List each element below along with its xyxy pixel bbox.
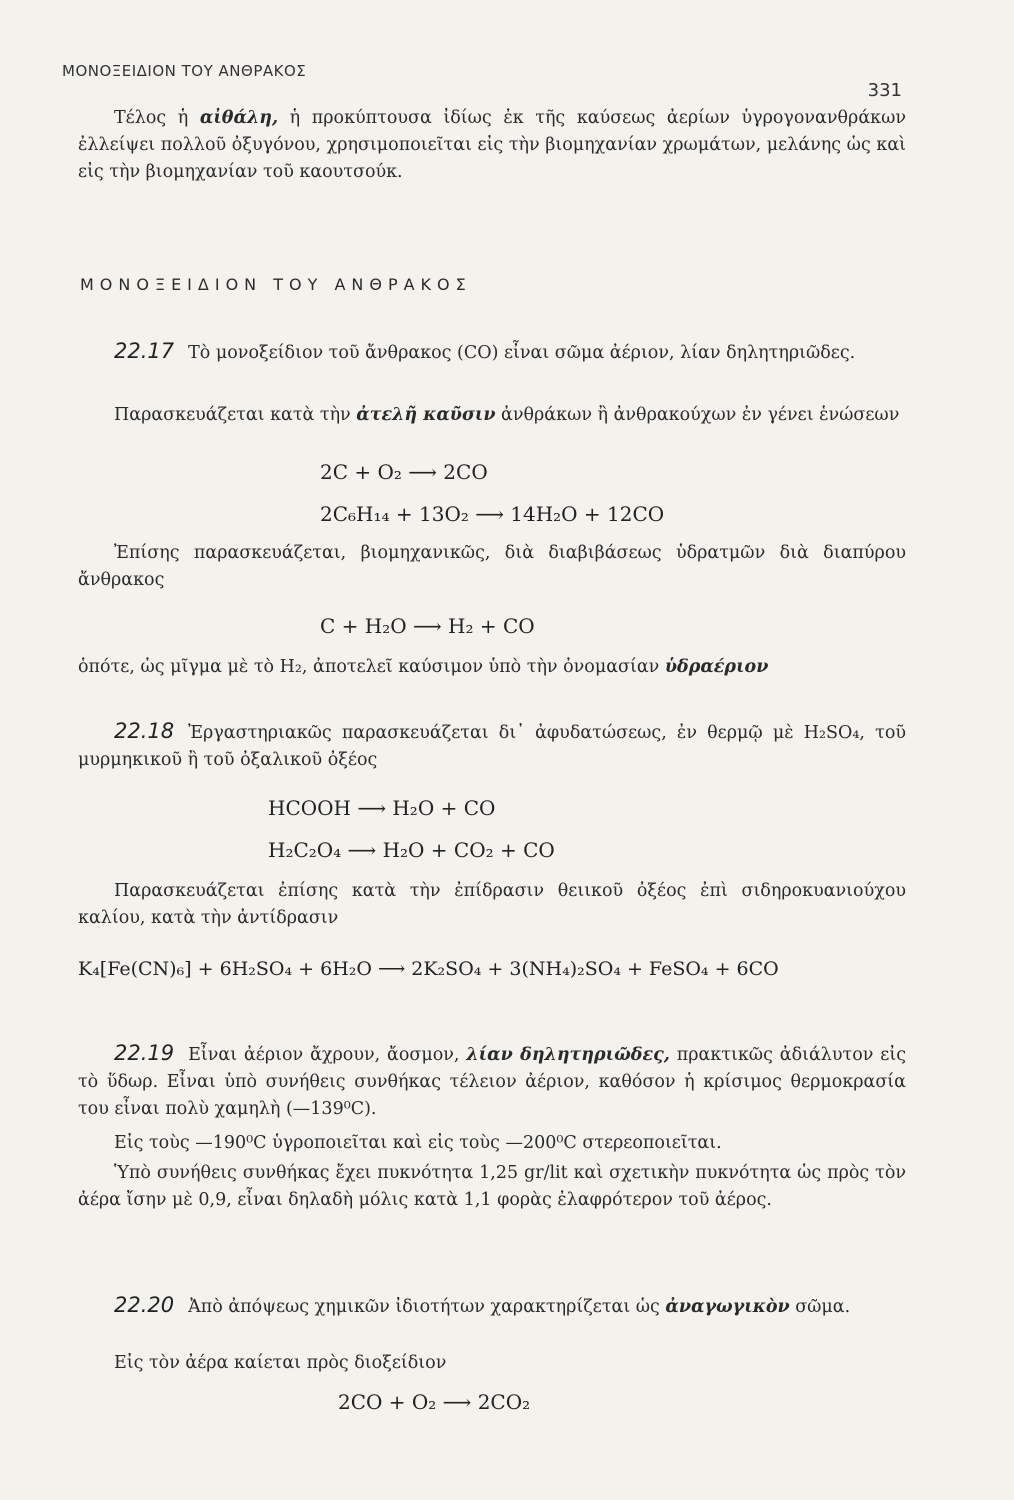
equation-1: 2C + O₂ ⟶ 2CO: [320, 460, 488, 484]
equation-3: C + H₂O ⟶ H₂ + CO: [320, 614, 535, 638]
equation-5: H₂C₂O₄ ⟶ H₂O + CO₂ + CO: [268, 838, 555, 862]
section-title: ΜΟΝΟΞΕΙΔΙΟΝ ΤΟΥ ΑΝΘΡΑΚΟΣ: [80, 275, 472, 294]
paragraph-22-17-industrial: Ἐπίσης παρασκευάζεται, βιομηχανικῶς, διὰ διαβιβάσεως ὑδρατμῶν διὰ διαπύρου ἄνθρακος: [78, 543, 906, 590]
paragraph-22-17: 22.17 Τὸ μονοξείδιον τοῦ ἄνθρακος (CO) εἶναι σῶμα ἀέριον, λίαν δηλητηριῶδες.: [114, 339, 856, 363]
equation-6: K₄[Fe(CN)₆] + 6H₂SO₄ + 6H₂O ⟶ 2K₂SO₄ + 3(NH₄)₂SO₄ + FeSO₄ + 6CO: [78, 958, 779, 980]
paragraph-22-19: 22.19 Εἶναι ἀέριον ἄχρουν, ἄοσμον, λίαν δηλητηριῶδες, πρακτικῶς ἀδιάλυτον εἰς τὸ ὕδωρ. Εἶναι ὑπὸ συνήθεις συνθήκας τέλειον ἀέριον, καθόσον ἡ κρίσιμος θερμοκρασία του εἶναι πολὺ χαμηλὴ (—139⁰C).: [78, 1041, 907, 1119]
paragraph-22-17-preparation: Παρασκευάζεται κατὰ τὴν ἀτελῆ καῦσιν ἀνθράκων ἢ ἀνθρακούχων ἐν γένει ἑνώσεων: [114, 405, 900, 425]
section-number: 22.18: [114, 719, 175, 743]
running-head: ΜΟΝΟΞΕΙΔΙΟΝ ΤΟΥ ΑΝΘΡΑΚΟΣ: [62, 62, 307, 80]
paragraph-22-19-temperatures: Εἰς τοὺς —190⁰C ὑγροποιεῖται καὶ εἰς τοὺς —200⁰C στερεοποιεῖται.: [114, 1133, 722, 1153]
equation-4: HCOOH ⟶ H₂O + CO: [268, 796, 496, 820]
paragraph-22-20-combustion: Εἰς τὸν ἀέρα καίεται πρὸς διοξείδιον: [114, 1353, 447, 1373]
page-number: 331: [867, 80, 902, 101]
section-number: 22.17: [114, 339, 175, 363]
paragraph-22-17-watergas: ὁπότε, ὡς μῖγμα μὲ τὸ H₂, ἀποτελεῖ καύσιμον ὑπὸ τὴν ὀνομασίαν ὑδραέριον: [78, 657, 769, 677]
section-number: 22.20: [114, 1293, 175, 1317]
paragraph-22-20: 22.20 Ἀπὸ ἀπόψεως χημικῶν ἰδιοτήτων χαρακτηρίζεται ὡς ἀναγωγικὸν σῶμα.: [114, 1293, 851, 1317]
paragraph-22-19-density: Ὑπὸ συνήθεις συνθήκας ἔχει πυκνότητα 1,25 gr/lit καὶ σχετικὴν πυκνότητα ὡς πρὸς τὸν ἀέρα ἴσην μὲ 0,9, εἶναι δηλαδὴ μόλις κατὰ 1,1 φορὰς ἐλαφρότερον τοῦ ἀέρος.: [78, 1163, 906, 1210]
equation-2: 2C₆H₁₄ + 13O₂ ⟶ 14H₂O + 12CO: [320, 502, 665, 526]
intro-paragraph: Τέλος ἡ αἰθάλη, ἡ προκύπτουσα ἰδίως ἐκ τῆς καύσεως ἀερίων ὑγρογονανθράκων ἐλλείψει πολλοῦ ὀξυγόνου, χρησιμοποιεῖται εἰς τὴν βιομηχανίαν χρωμάτων, μελάνης ὡς καὶ εἰς τὴν βιομηχανίαν τοῦ καουτσούκ.: [78, 108, 906, 182]
section-number: 22.19: [114, 1041, 175, 1065]
paragraph-22-18-ferrocyanide: Παρασκευάζεται ἐπίσης κατὰ τὴν ἐπίδρασιν θειικοῦ ὀξέος ἐπὶ σιδηροκυανιούχου καλίου, κατὰ τὴν ἀντίδρασιν: [78, 881, 906, 928]
paragraph-22-18: 22.18 Ἐργαστηριακῶς παρασκευάζεται δι᾽ ἀφυδατώσεως, ἐν θερμῷ μὲ H₂SO₄, τοῦ μυρμηκικοῦ ἢ τοῦ ὀξαλικοῦ ὀξέος: [78, 719, 906, 770]
equation-7: 2CO + O₂ ⟶ 2CO₂: [338, 1390, 531, 1414]
